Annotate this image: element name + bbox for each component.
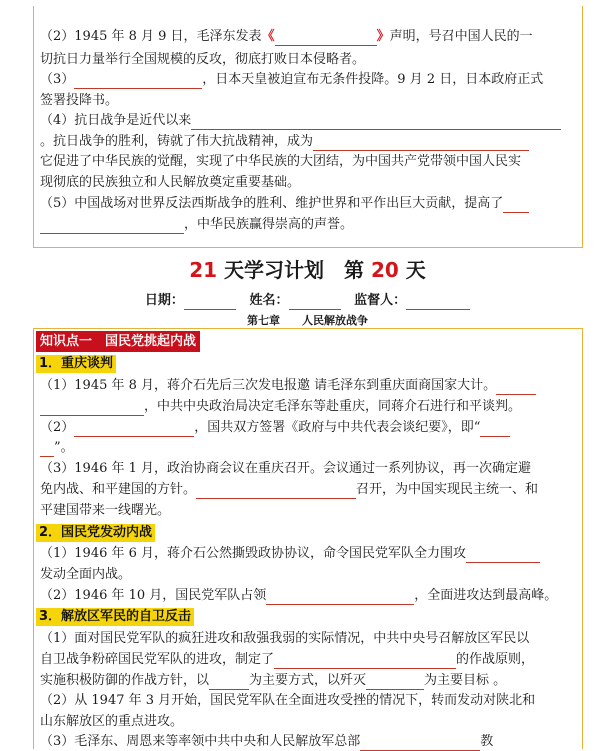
body-line: 自卫战争粉碎国民党军队的进攻，制定了 的作战原则，: [40, 652, 535, 667]
section-heading-civil-war: 2．国民党发动内战: [36, 524, 155, 542]
top-line-6: 。抗日战争的胜利，铸就了伟大抗战精神，成为: [40, 133, 529, 151]
body-line: 免内战、和平建国的方针。 召开，为中国实现民主统一、和: [40, 482, 539, 497]
answer-blank[interactable]: [191, 116, 561, 130]
body-line: （1）1946 年 6 月，蒋介石公然撕毁政协协议，命令国民党军队全力围攻: [40, 545, 540, 563]
body-line: ，中共中央政治局决定毛泽东等赴重庆，同蒋介石进行和平谈判。: [40, 398, 521, 416]
answer-blank[interactable]: [366, 676, 424, 690]
study-info-row: 日期： 姓名： 监督人：: [0, 292, 615, 310]
date-field[interactable]: [184, 296, 236, 310]
answer-blank[interactable]: [196, 485, 356, 499]
page-title: 21 天学习计划 第 20 天: [189, 258, 426, 282]
body-line: 平建国带来一线曙光。: [40, 503, 171, 518]
answer-blank[interactable]: [40, 402, 144, 416]
answer-blank[interactable]: [74, 423, 194, 437]
top-line-4: 签署投降书。: [40, 93, 119, 108]
answer-blank[interactable]: [496, 381, 536, 395]
top-line-8: 现彻底的民族独立和人民解放奠定重要基础。: [40, 175, 301, 190]
section-heading-chongqing: 1．重庆谈判: [36, 355, 116, 373]
answer-blank[interactable]: [40, 220, 184, 234]
body-line: （2）从 1947 年 3 月开始，国民党军队在全面进攻受挫的情况下，转而发动对陕北和: [40, 693, 536, 708]
top-line-2: 切抗日力量举行全国规模的反攻，彻底打败日本侵略者。: [40, 52, 366, 67]
body-line: 发动全面内战。: [40, 567, 132, 582]
answer-blank[interactable]: [360, 737, 480, 751]
answer-blank[interactable]: [480, 423, 510, 437]
body-line: ”。: [40, 439, 74, 457]
body-line: （2）1946 年 10 月，国民党军队占领 ，全面进攻达到最高峰。: [40, 588, 558, 603]
top-line-7: 它促进了中华民族的觉醒，实现了中华民族的大团结，为中国共产党带领中国人民实: [40, 154, 522, 169]
answer-blank[interactable]: [209, 676, 249, 690]
answer-blank[interactable]: [74, 75, 202, 89]
top-line-9: （5）中国战场对世界反法西斯战争的胜利、维护世界和平作出巨大贡献，提高了: [40, 195, 529, 213]
body-line: 实施积极防御的作战方针，以 为主要方式，以歼灭 为主要目标 。: [40, 673, 507, 688]
body-line: （3）1946 年 1 月，政治协商会议在重庆召开。会议通过一系列协议，再一次确定避: [40, 461, 532, 476]
answer-blank[interactable]: [266, 591, 414, 605]
top-line-10: ，中华民族赢得崇高的声誉。: [40, 216, 353, 234]
answer-blank[interactable]: [503, 199, 529, 213]
answer-blank[interactable]: [466, 549, 540, 563]
supervisor-field[interactable]: [406, 296, 470, 310]
body-line: （1）面对国民党军队的疯狂进攻和敌强我弱的实际情况，中共中央号召解放区军民以: [40, 631, 530, 646]
body-line: （2） ，国共双方签署《政府与中共代表会谈纪要》，即“: [40, 419, 510, 437]
top-line-5: （4）抗日战争是近代以来: [40, 112, 561, 130]
chapter-heading: 第七章 人民解放战争: [247, 314, 368, 327]
body-line: （1）1945 年 8 月，蒋介石先后三次发电报邀 请毛泽东到重庆面商国家大计。: [40, 377, 536, 395]
answer-blank[interactable]: [274, 655, 456, 669]
answer-blank[interactable]: [275, 32, 377, 46]
answer-blank[interactable]: [40, 443, 54, 457]
body-line: （3）毛泽东、周恩来等率领中共中央和人民解放军总部 教: [40, 734, 494, 749]
top-line-3: （3） ，日本天皇被迫宣布无条件投降。9 月 2 日，日本政府正式: [40, 72, 544, 87]
answer-blank[interactable]: [313, 137, 529, 151]
knowledge-point-heading: 知识点一 国民党挑起内战: [36, 331, 200, 352]
top-line-1: （2）1945 年 8 月 9 日，毛泽东发表《 》声明，号召中国人民的一: [40, 29, 533, 44]
body-line: 山东解放区的重点进攻。: [40, 714, 184, 729]
name-field[interactable]: [289, 296, 341, 310]
section-heading-self-defense: 3．解放区军民的自卫反击: [36, 608, 194, 626]
